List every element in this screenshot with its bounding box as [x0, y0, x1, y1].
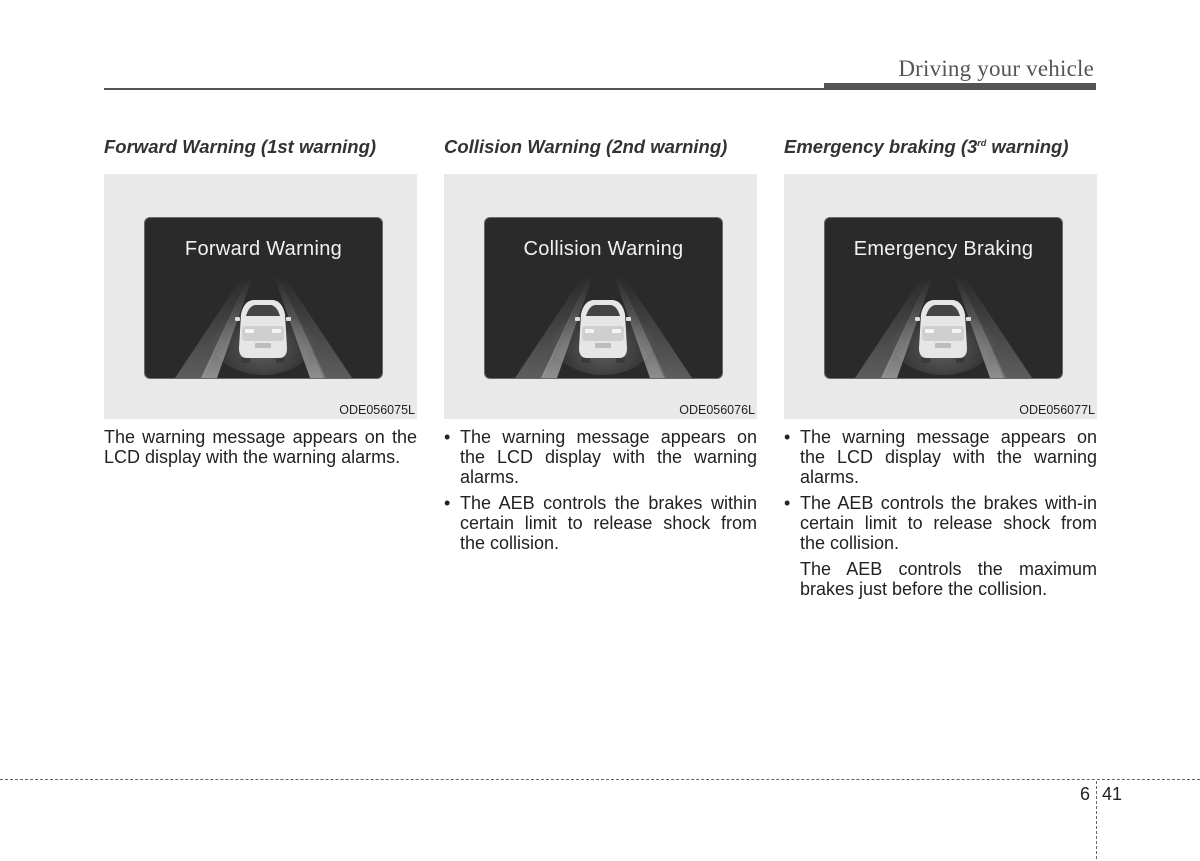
header-title: Driving your vehicle: [898, 56, 1094, 81]
lcd-message: Forward Warning: [184, 238, 343, 260]
bullet-icon: •: [784, 493, 791, 513]
figure: [104, 174, 417, 419]
bullet-list: [444, 427, 757, 553]
figure-code: ODE056075L: [339, 403, 415, 417]
paragraph: The warning message appears on the LCD display with the warning alarms.: [104, 427, 417, 467]
lcd-display: [484, 217, 723, 379]
lcd-message: Collision Warning: [523, 238, 684, 260]
figure-code: ODE056076L: [679, 403, 755, 417]
footer-divider: [1096, 781, 1097, 859]
bullet-icon: •: [784, 427, 791, 447]
figure: [784, 174, 1097, 419]
section-heading: Forward Warning (1st warning): [104, 136, 377, 157]
column-forward-warning: [104, 136, 417, 467]
list-item-text: The warning message appears on the LCD display with the warning alarms.: [800, 427, 1097, 487]
lcd-message: Emergency Braking: [853, 238, 1034, 260]
header-rule-accent: [824, 83, 1096, 90]
list-item-text: The AEB controls the brakes within certain limit to release shock from the collision.: [460, 493, 757, 553]
lcd-display: [144, 217, 383, 379]
list-item: [784, 493, 1097, 553]
list-item: [784, 427, 1097, 487]
column-collision-warning: [444, 136, 757, 559]
list-item-text: The warning message appears on the LCD display with the warning alarms.: [460, 427, 757, 487]
footer-rule: [0, 779, 1200, 780]
list-item-text: The AEB controls the brakes with-in certain limit to release shock from the collision.: [800, 493, 1097, 553]
list-item: [444, 427, 757, 487]
lcd-display: [824, 217, 1063, 379]
page-number: 41: [1102, 784, 1123, 804]
section-heading: Emergency braking (3rd warning): [784, 136, 1069, 157]
figure-code: ODE056077L: [1019, 403, 1095, 417]
bullet-list: [784, 427, 1097, 599]
column-emergency-braking: [784, 136, 1097, 599]
bullet-icon: •: [444, 427, 451, 447]
header-rule: [104, 88, 826, 90]
note-paragraph: The AEB controls the maximum brakes just before the collision.: [800, 559, 1097, 599]
figure: [444, 174, 757, 419]
section-number: 6: [1080, 784, 1091, 804]
bullet-icon: •: [444, 493, 451, 513]
list-item: [444, 493, 757, 553]
section-heading: Collision Warning (2nd warning): [444, 136, 728, 157]
